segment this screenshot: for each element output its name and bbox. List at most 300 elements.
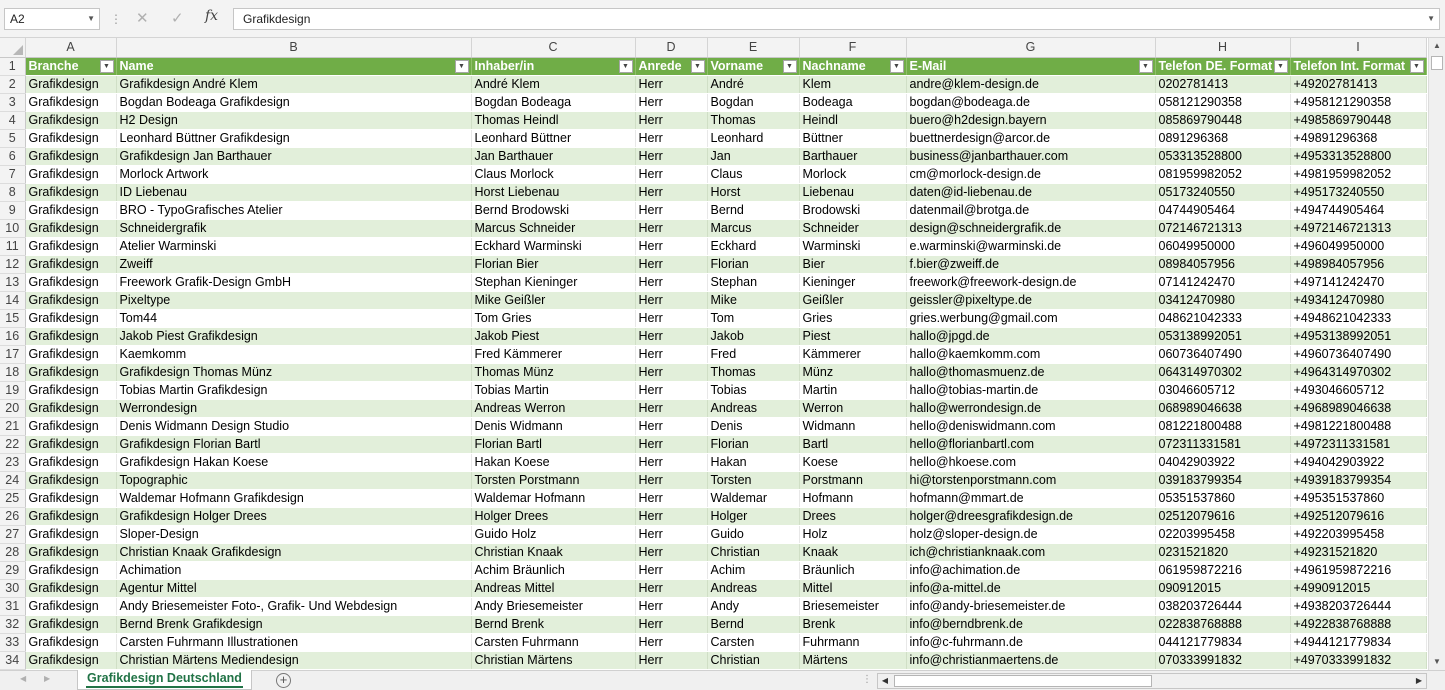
name-box[interactable] (4, 8, 100, 30)
table-cell[interactable]: 044121779834 (1155, 633, 1290, 651)
table-cell[interactable]: 05173240550 (1155, 183, 1290, 201)
row-number[interactable]: 15 (0, 309, 25, 327)
table-cell[interactable]: Herr (635, 597, 707, 615)
table-cell[interactable]: design@schneidergrafik.de (906, 219, 1155, 237)
table-cell[interactable]: Briesemeister (799, 597, 906, 615)
table-cell[interactable]: 060736407490 (1155, 345, 1290, 363)
table-cell[interactable]: 085869790448 (1155, 111, 1290, 129)
table-cell[interactable]: Thomas (707, 111, 799, 129)
column-header-e[interactable]: E (707, 38, 799, 57)
table-cell[interactable]: Andreas Mittel (471, 579, 635, 597)
table-cell[interactable]: Grafikdesign (25, 165, 116, 183)
row-number[interactable]: 30 (0, 579, 25, 597)
table-cell[interactable]: Christian (707, 651, 799, 669)
table-cell[interactable]: Grafikdesign (25, 111, 116, 129)
table-cell[interactable]: Florian Bier (471, 255, 635, 273)
table-cell[interactable]: Herr (635, 651, 707, 669)
table-cell[interactable]: Herr (635, 471, 707, 489)
table-cell[interactable]: Bogdan Bodeaga Grafikdesign (116, 93, 471, 111)
table-cell[interactable]: +49231521820 (1290, 543, 1426, 561)
table-cell[interactable]: H2 Design (116, 111, 471, 129)
table-cell[interactable]: Claus (707, 165, 799, 183)
table-cell[interactable]: info@christianmaertens.de (906, 651, 1155, 669)
table-cell[interactable]: Bartl (799, 435, 906, 453)
scroll-left-icon[interactable]: ◀ (881, 676, 889, 685)
table-cell[interactable]: Bogdan Bodeaga (471, 93, 635, 111)
table-cell[interactable]: Bodeaga (799, 93, 906, 111)
table-cell[interactable]: e.warminski@warminski.de (906, 237, 1155, 255)
table-cell[interactable]: gries.werbung@gmail.com (906, 309, 1155, 327)
table-cell[interactable]: +492512079616 (1290, 507, 1426, 525)
table-cell[interactable]: 03412470980 (1155, 291, 1290, 309)
row-number[interactable]: 24 (0, 471, 25, 489)
table-cell[interactable]: freework@freework-design.de (906, 273, 1155, 291)
table-cell[interactable]: ID Liebenau (116, 183, 471, 201)
row-number[interactable]: 10 (0, 219, 25, 237)
table-cell[interactable]: Leonhard Büttner (471, 129, 635, 147)
table-cell[interactable]: Drees (799, 507, 906, 525)
table-cell[interactable]: 068989046638 (1155, 399, 1290, 417)
table-cell[interactable]: +4985869790448 (1290, 111, 1426, 129)
row-number[interactable]: 27 (0, 525, 25, 543)
column-header-g[interactable]: G (906, 38, 1155, 57)
table-cell[interactable]: Florian (707, 435, 799, 453)
vertical-scroll-thumb[interactable] (1431, 56, 1443, 70)
header-cell[interactable] (707, 57, 799, 75)
table-cell[interactable]: Holger (707, 507, 799, 525)
table-cell[interactable]: Waldemar Hofmann (471, 489, 635, 507)
table-cell[interactable]: Herr (635, 435, 707, 453)
table-cell[interactable]: Grafikdesign (25, 327, 116, 345)
table-cell[interactable]: 0231521820 (1155, 543, 1290, 561)
table-cell[interactable]: Büttner (799, 129, 906, 147)
table-cell[interactable]: +4944121779834 (1290, 633, 1426, 651)
header-cell[interactable] (116, 57, 471, 75)
row-number[interactable]: 8 (0, 183, 25, 201)
table-cell[interactable]: Tobias (707, 381, 799, 399)
table-cell[interactable]: Achim Bräunlich (471, 561, 635, 579)
filter-dropdown-icon[interactable]: ▼ (1410, 60, 1424, 73)
row-number[interactable]: 33 (0, 633, 25, 651)
table-cell[interactable]: Märtens (799, 651, 906, 669)
table-cell[interactable]: Andreas (707, 399, 799, 417)
table-cell[interactable]: Grafikdesign (25, 75, 116, 93)
table-cell[interactable]: Atelier Warminski (116, 237, 471, 255)
table-cell[interactable]: +4972311331581 (1290, 435, 1426, 453)
table-cell[interactable]: Grafikdesign André Klem (116, 75, 471, 93)
table-cell[interactable]: Herr (635, 165, 707, 183)
table-cell[interactable]: Grafikdesign (25, 543, 116, 561)
table-cell[interactable]: 081221800488 (1155, 417, 1290, 435)
table-cell[interactable]: info@c-fuhrmann.de (906, 633, 1155, 651)
table-cell[interactable]: Jakob Piest (471, 327, 635, 345)
table-cell[interactable]: Grafikdesign (25, 219, 116, 237)
row-number[interactable]: 9 (0, 201, 25, 219)
table-cell[interactable]: Knaak (799, 543, 906, 561)
column-header-d[interactable]: D (635, 38, 707, 57)
table-cell[interactable]: Thomas Heindl (471, 111, 635, 129)
table-cell[interactable]: hallo@werrondesign.de (906, 399, 1155, 417)
table-cell[interactable]: 053138992051 (1155, 327, 1290, 345)
table-cell[interactable]: Stephan (707, 273, 799, 291)
table-cell[interactable]: Andy Briesemeister (471, 597, 635, 615)
table-cell[interactable]: Widmann (799, 417, 906, 435)
table-cell[interactable]: +4981959982052 (1290, 165, 1426, 183)
table-cell[interactable]: Grafikdesign (25, 561, 116, 579)
table-cell[interactable]: Gries (799, 309, 906, 327)
sheet-tab-active[interactable]: Grafikdesign Deutschland (77, 670, 252, 690)
table-cell[interactable]: andre@klem-design.de (906, 75, 1155, 93)
table-cell[interactable]: Grafikdesign (25, 201, 116, 219)
insert-function-icon[interactable]: fx (205, 8, 219, 24)
row-number[interactable]: 22 (0, 435, 25, 453)
table-cell[interactable]: Fuhrmann (799, 633, 906, 651)
row-number[interactable]: 34 (0, 651, 25, 669)
table-cell[interactable]: Morlock Artwork (116, 165, 471, 183)
table-cell[interactable]: Grafikdesign (25, 309, 116, 327)
filter-dropdown-icon[interactable]: ▼ (691, 60, 705, 73)
table-cell[interactable]: Herr (635, 561, 707, 579)
table-cell[interactable]: Grafikdesign (25, 615, 116, 633)
header-cell[interactable] (635, 57, 707, 75)
header-cell[interactable] (799, 57, 906, 75)
column-header-a[interactable]: A (25, 38, 116, 57)
table-cell[interactable]: Andreas (707, 579, 799, 597)
table-cell[interactable]: +4970333991832 (1290, 651, 1426, 669)
scroll-up-icon[interactable]: ▲ (1433, 41, 1441, 50)
table-cell[interactable]: Grafikdesign (25, 489, 116, 507)
table-cell[interactable]: hallo@jpgd.de (906, 327, 1155, 345)
table-cell[interactable]: Grafikdesign (25, 93, 116, 111)
table-cell[interactable]: cm@morlock-design.de (906, 165, 1155, 183)
table-cell[interactable]: +493046605712 (1290, 381, 1426, 399)
table-cell[interactable]: +49202781413 (1290, 75, 1426, 93)
row-number[interactable]: 2 (0, 75, 25, 93)
table-cell[interactable]: Stephan Kieninger (471, 273, 635, 291)
table-cell[interactable]: 04744905464 (1155, 201, 1290, 219)
table-cell[interactable]: +495351537860 (1290, 489, 1426, 507)
table-cell[interactable]: buettnerdesign@arcor.de (906, 129, 1155, 147)
table-cell[interactable]: +494744905464 (1290, 201, 1426, 219)
row-number[interactable]: 18 (0, 363, 25, 381)
table-cell[interactable]: Grafikdesign (25, 435, 116, 453)
table-cell[interactable]: holz@sloper-design.de (906, 525, 1155, 543)
table-cell[interactable]: Kieninger (799, 273, 906, 291)
table-cell[interactable]: business@janbarthauer.com (906, 147, 1155, 165)
table-cell[interactable]: Pixeltype (116, 291, 471, 309)
expand-formula-icon[interactable]: ▼ (1427, 14, 1435, 23)
table-cell[interactable]: Grafikdesign (25, 651, 116, 669)
table-cell[interactable]: Warminski (799, 237, 906, 255)
table-cell[interactable]: Grafikdesign (25, 363, 116, 381)
column-header-b[interactable]: B (116, 38, 471, 57)
table-cell[interactable]: Schneidergrafik (116, 219, 471, 237)
row-number[interactable]: 14 (0, 291, 25, 309)
table-cell[interactable]: Herr (635, 327, 707, 345)
table-cell[interactable]: 072311331581 (1155, 435, 1290, 453)
table-cell[interactable]: Mike Geißler (471, 291, 635, 309)
table-cell[interactable]: Grafikdesign Jan Barthauer (116, 147, 471, 165)
table-cell[interactable]: Torsten (707, 471, 799, 489)
table-cell[interactable]: +4981221800488 (1290, 417, 1426, 435)
table-cell[interactable]: Bier (799, 255, 906, 273)
table-cell[interactable]: Grafikdesign (25, 381, 116, 399)
row-number[interactable]: 23 (0, 453, 25, 471)
table-cell[interactable]: Münz (799, 363, 906, 381)
table-cell[interactable]: Bernd Brenk (471, 615, 635, 633)
row-number[interactable]: 11 (0, 237, 25, 255)
table-cell[interactable]: Martin (799, 381, 906, 399)
table-cell[interactable]: Tom (707, 309, 799, 327)
table-cell[interactable]: +4953138992051 (1290, 327, 1426, 345)
table-cell[interactable]: Herr (635, 273, 707, 291)
header-cell[interactable] (1155, 57, 1290, 75)
column-header-h[interactable]: H (1155, 38, 1290, 57)
table-cell[interactable]: Agentur Mittel (116, 579, 471, 597)
table-cell[interactable]: Grafikdesign (25, 507, 116, 525)
table-cell[interactable]: Grafikdesign Holger Drees (116, 507, 471, 525)
table-cell[interactable]: Herr (635, 525, 707, 543)
table-cell[interactable]: Herr (635, 399, 707, 417)
table-cell[interactable]: +4938203726444 (1290, 597, 1426, 615)
table-cell[interactable]: André Klem (471, 75, 635, 93)
table-cell[interactable]: Fred Kämmerer (471, 345, 635, 363)
table-cell[interactable]: +498984057956 (1290, 255, 1426, 273)
table-cell[interactable]: Grafikdesign (25, 129, 116, 147)
select-all-corner[interactable] (0, 38, 25, 57)
table-cell[interactable]: geissler@pixeltype.de (906, 291, 1155, 309)
cancel-icon[interactable]: ✕ (136, 10, 149, 27)
row-number[interactable]: 32 (0, 615, 25, 633)
row-number[interactable]: 4 (0, 111, 25, 129)
table-cell[interactable]: +4939183799354 (1290, 471, 1426, 489)
table-cell[interactable]: +4972146721313 (1290, 219, 1426, 237)
table-cell[interactable]: 053313528800 (1155, 147, 1290, 165)
table-cell[interactable]: Holz (799, 525, 906, 543)
table-cell[interactable]: Eckhard Warminski (471, 237, 635, 255)
row-number[interactable]: 26 (0, 507, 25, 525)
table-cell[interactable]: Tobias Martin Grafikdesign (116, 381, 471, 399)
table-cell[interactable]: 05351537860 (1155, 489, 1290, 507)
table-cell[interactable]: Carsten Fuhrmann (471, 633, 635, 651)
table-cell[interactable]: Thomas (707, 363, 799, 381)
table-cell[interactable]: Geißler (799, 291, 906, 309)
table-cell[interactable]: 081959982052 (1155, 165, 1290, 183)
table-cell[interactable]: Bernd Brenk Grafikdesign (116, 615, 471, 633)
row-number[interactable]: 12 (0, 255, 25, 273)
table-cell[interactable]: Herr (635, 345, 707, 363)
horizontal-scroll-thumb[interactable] (894, 675, 1152, 687)
table-cell[interactable]: +493412470980 (1290, 291, 1426, 309)
table-cell[interactable]: info@berndbrenk.de (906, 615, 1155, 633)
table-cell[interactable]: Morlock (799, 165, 906, 183)
table-cell[interactable]: +496049950000 (1290, 237, 1426, 255)
table-cell[interactable]: Brenk (799, 615, 906, 633)
row-number[interactable]: 21 (0, 417, 25, 435)
table-cell[interactable]: Porstmann (799, 471, 906, 489)
table-cell[interactable]: Kaemkomm (116, 345, 471, 363)
row-number[interactable]: 29 (0, 561, 25, 579)
table-cell[interactable]: +497141242470 (1290, 273, 1426, 291)
table-cell[interactable]: Grafikdesign Hakan Koese (116, 453, 471, 471)
row-number[interactable]: 13 (0, 273, 25, 291)
table-cell[interactable]: Grafikdesign (25, 471, 116, 489)
filter-dropdown-icon[interactable]: ▼ (100, 60, 114, 73)
table-cell[interactable]: Grafikdesign Thomas Münz (116, 363, 471, 381)
table-cell[interactable]: Jakob (707, 327, 799, 345)
table-cell[interactable]: ich@christianknaak.com (906, 543, 1155, 561)
table-cell[interactable]: +4948621042333 (1290, 309, 1426, 327)
table-cell[interactable]: Guido Holz (471, 525, 635, 543)
table-cell[interactable]: Waldemar (707, 489, 799, 507)
table-cell[interactable]: Herr (635, 201, 707, 219)
table-cell[interactable]: Herr (635, 579, 707, 597)
table-cell[interactable]: Christian Märtens (471, 651, 635, 669)
table-cell[interactable]: Denis Widmann Design Studio (116, 417, 471, 435)
table-cell[interactable]: Grafikdesign Florian Bartl (116, 435, 471, 453)
filter-dropdown-icon[interactable]: ▼ (1274, 60, 1288, 73)
table-cell[interactable]: Grafikdesign (25, 273, 116, 291)
table-cell[interactable]: hofmann@mmart.de (906, 489, 1155, 507)
table-cell[interactable]: Waldemar Hofmann Grafikdesign (116, 489, 471, 507)
table-cell[interactable]: +492203995458 (1290, 525, 1426, 543)
table-cell[interactable]: Achimation (116, 561, 471, 579)
table-cell[interactable]: +4961959872216 (1290, 561, 1426, 579)
formula-input[interactable] (233, 8, 1440, 30)
tab-next-icon[interactable]: ▶ (44, 674, 51, 683)
table-cell[interactable]: Marcus Schneider (471, 219, 635, 237)
table-cell[interactable]: 039183799354 (1155, 471, 1290, 489)
table-cell[interactable]: Herr (635, 75, 707, 93)
table-cell[interactable]: Florian Bartl (471, 435, 635, 453)
table-cell[interactable]: Horst Liebenau (471, 183, 635, 201)
table-cell[interactable]: Grafikdesign (25, 291, 116, 309)
table-cell[interactable]: Werrondesign (116, 399, 471, 417)
table-cell[interactable]: Guido (707, 525, 799, 543)
table-cell[interactable]: datenmail@brotga.de (906, 201, 1155, 219)
table-cell[interactable]: hello@florianbartl.com (906, 435, 1155, 453)
table-cell[interactable]: Denis (707, 417, 799, 435)
table-cell[interactable]: Herr (635, 93, 707, 111)
table-cell[interactable]: 022838768888 (1155, 615, 1290, 633)
table-cell[interactable]: Herr (635, 381, 707, 399)
table-cell[interactable]: Thomas Münz (471, 363, 635, 381)
table-cell[interactable]: Grafikdesign (25, 399, 116, 417)
row-number[interactable]: 5 (0, 129, 25, 147)
table-cell[interactable]: Leonhard (707, 129, 799, 147)
table-cell[interactable]: 06049950000 (1155, 237, 1290, 255)
table-cell[interactable]: 072146721313 (1155, 219, 1290, 237)
table-cell[interactable]: Jakob Piest Grafikdesign (116, 327, 471, 345)
table-cell[interactable]: Grafikdesign (25, 417, 116, 435)
table-cell[interactable]: 02203995458 (1155, 525, 1290, 543)
table-cell[interactable]: info@andy-briesemeister.de (906, 597, 1155, 615)
table-cell[interactable]: f.bier@zweiff.de (906, 255, 1155, 273)
table-cell[interactable]: 058121290358 (1155, 93, 1290, 111)
table-cell[interactable]: 0202781413 (1155, 75, 1290, 93)
table-cell[interactable]: Horst (707, 183, 799, 201)
table-cell[interactable]: holger@dreesgrafikdesign.de (906, 507, 1155, 525)
table-cell[interactable]: Piest (799, 327, 906, 345)
row-number[interactable]: 28 (0, 543, 25, 561)
table-cell[interactable]: Zweiff (116, 255, 471, 273)
table-cell[interactable]: Koese (799, 453, 906, 471)
table-cell[interactable]: Herr (635, 543, 707, 561)
tab-prev-icon[interactable]: ◀ (20, 674, 27, 683)
table-cell[interactable]: Herr (635, 129, 707, 147)
table-cell[interactable]: Topographic (116, 471, 471, 489)
table-cell[interactable]: Grafikdesign (25, 453, 116, 471)
table-cell[interactable]: Herr (635, 489, 707, 507)
table-cell[interactable]: Bernd (707, 201, 799, 219)
row-number[interactable]: 1 (0, 57, 25, 75)
table-cell[interactable]: Christian Knaak Grafikdesign (116, 543, 471, 561)
table-cell[interactable]: Herr (635, 309, 707, 327)
table-cell[interactable]: 03046605712 (1155, 381, 1290, 399)
table-cell[interactable]: Leonhard Büttner Grafikdesign (116, 129, 471, 147)
table-cell[interactable]: Grafikdesign (25, 255, 116, 273)
table-cell[interactable]: Christian (707, 543, 799, 561)
row-number[interactable]: 16 (0, 327, 25, 345)
table-cell[interactable]: 048621042333 (1155, 309, 1290, 327)
table-cell[interactable]: Grafikdesign (25, 183, 116, 201)
enter-check-icon[interactable]: ✓ (171, 10, 184, 27)
filter-dropdown-icon[interactable]: ▼ (1139, 60, 1153, 73)
table-cell[interactable]: Bernd (707, 615, 799, 633)
table-cell[interactable]: +4922838768888 (1290, 615, 1426, 633)
table-cell[interactable]: Herr (635, 237, 707, 255)
table-cell[interactable]: Brodowski (799, 201, 906, 219)
table-cell[interactable]: Herr (635, 417, 707, 435)
table-cell[interactable]: +4960736407490 (1290, 345, 1426, 363)
table-cell[interactable]: Florian (707, 255, 799, 273)
table-cell[interactable]: hallo@kaemkomm.com (906, 345, 1155, 363)
table-cell[interactable]: hi@torstenporstmann.com (906, 471, 1155, 489)
table-cell[interactable]: BRO - TypoGrafisches Atelier (116, 201, 471, 219)
table-cell[interactable]: Tobias Martin (471, 381, 635, 399)
table-cell[interactable]: Werron (799, 399, 906, 417)
table-cell[interactable]: Jan Barthauer (471, 147, 635, 165)
add-sheet-icon[interactable]: + (276, 673, 291, 688)
table-cell[interactable]: Grafikdesign (25, 633, 116, 651)
table-cell[interactable]: buero@h2design.bayern (906, 111, 1155, 129)
table-cell[interactable]: Torsten Porstmann (471, 471, 635, 489)
table-cell[interactable]: 0891296368 (1155, 129, 1290, 147)
table-cell[interactable]: Herr (635, 219, 707, 237)
table-cell[interactable]: 04042903922 (1155, 453, 1290, 471)
header-cell[interactable] (906, 57, 1155, 75)
table-cell[interactable]: André (707, 75, 799, 93)
table-cell[interactable]: hallo@tobias-martin.de (906, 381, 1155, 399)
table-cell[interactable]: Kämmerer (799, 345, 906, 363)
table-cell[interactable]: Carsten (707, 633, 799, 651)
table-cell[interactable]: Grafikdesign (25, 597, 116, 615)
table-cell[interactable]: Herr (635, 111, 707, 129)
table-cell[interactable]: 064314970302 (1155, 363, 1290, 381)
column-header-f[interactable]: F (799, 38, 906, 57)
table-cell[interactable]: Christian Knaak (471, 543, 635, 561)
table-cell[interactable]: Bogdan (707, 93, 799, 111)
row-number[interactable]: 19 (0, 381, 25, 399)
table-cell[interactable]: Herr (635, 291, 707, 309)
table-cell[interactable]: +4990912015 (1290, 579, 1426, 597)
header-cell[interactable] (25, 57, 116, 75)
horizontal-scrollbar[interactable] (877, 673, 1427, 689)
table-cell[interactable]: 08984057956 (1155, 255, 1290, 273)
filter-dropdown-icon[interactable]: ▼ (890, 60, 904, 73)
column-header-i[interactable]: I (1290, 38, 1426, 57)
table-cell[interactable]: Herr (635, 615, 707, 633)
